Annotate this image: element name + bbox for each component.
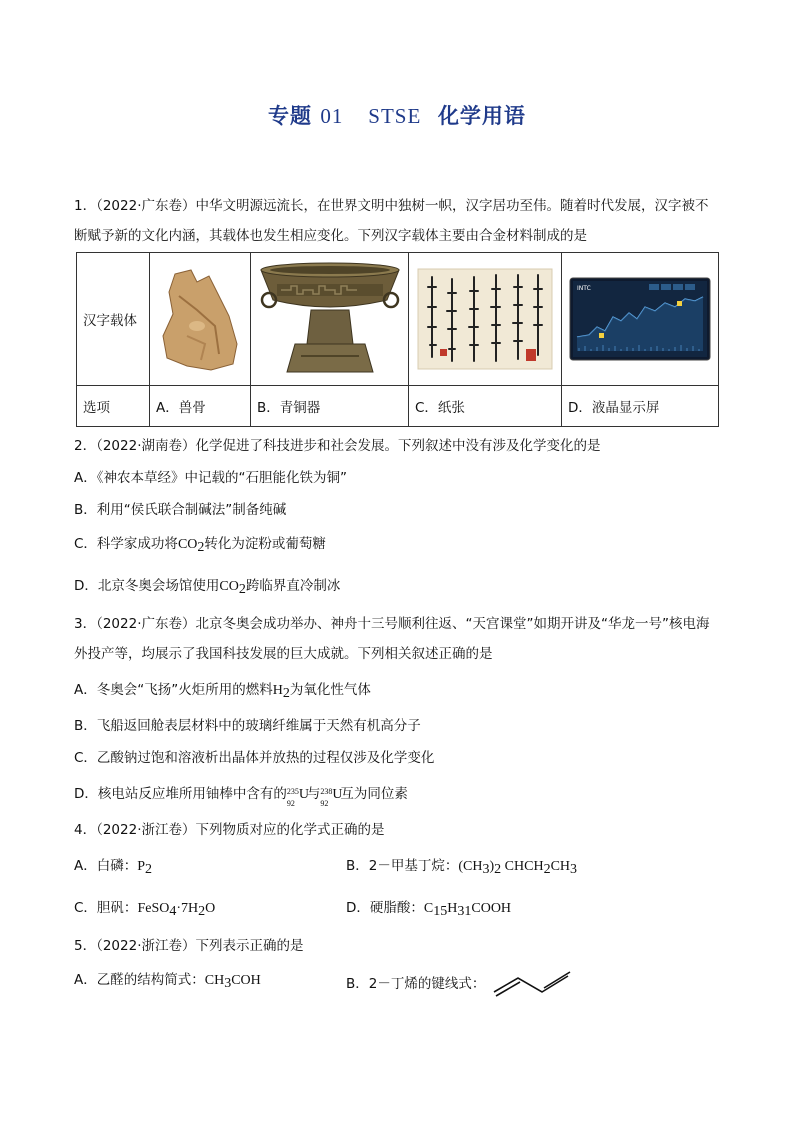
q4-stem: 4．（2022·浙江卷）下列物质对应的化学式正确的是 — [74, 822, 385, 838]
q1-option-d[interactable]: D．液晶显示屏 — [562, 386, 719, 427]
q3-line-1: 3．（2022·广东卷）北京冬奥会成功举办、神舟十三号顺利往返、“天宫课堂”如期开讲及“华龙一号”核电海 — [74, 616, 710, 632]
q3-option-a[interactable]: A．冬奥会“飞扬”火炬所用的燃料$H_2$为氧化性气体 — [74, 682, 371, 701]
q1-option-b[interactable]: B．青铜器 — [251, 386, 409, 427]
lcd-screen-image — [562, 253, 719, 386]
q3-option-c[interactable]: C．乙酸钠过饱和溶液析出晶体并放热的过程仅涉及化学变化 — [74, 750, 435, 766]
title-latin: STSE — [368, 104, 422, 128]
screen-ticker-text: INTC — [577, 285, 591, 292]
q4-option-a[interactable]: A．白磷：$P_2$ — [74, 858, 153, 877]
title-code: 01 — [320, 104, 344, 128]
isotope-u235: 235 92 U — [286, 787, 310, 808]
title-rest: 化学用语 — [437, 104, 526, 128]
row-label-carrier: 汉字载体 — [77, 253, 150, 386]
q2-option-d[interactable]: D．北京冬奥会场馆使用$CO_2$跨临界直冷制冰 — [74, 578, 341, 597]
q2-stem: 2．（2022·湖南卷）化学促进了科技进步和社会发展。下列叙述中没有涉及化学变化的是 — [74, 438, 601, 454]
bronze-vessel-image — [251, 253, 409, 386]
q4-option-b[interactable]: B．2－甲基丁烷：$(CH_3)_2$ $CHCH_2CH_3$ — [346, 858, 578, 877]
q1-line-2: 断赋予新的文化内涵，其载体也发生相应变化。下列汉字载体主要由合金材料制成的是 — [74, 228, 587, 244]
q3-option-b[interactable]: B．飞船返回舱表层材料中的玻璃纤维属于天然有机高分子 — [74, 718, 421, 734]
calligraphy-paper-image — [409, 253, 562, 386]
q1-line-1: 1．（2022·广东卷）中华文明源远流长，在世界文明中独树一帜，汉字居功至伟。随着时代发展，汉字被不 — [74, 198, 709, 214]
page-title — [0, 100, 794, 130]
q1-option-a[interactable]: A．兽骨 — [150, 386, 251, 427]
row-label-option: 选项 — [77, 386, 150, 427]
carrier-table — [76, 252, 719, 427]
q2-option-a[interactable]: A．《神农本草经》中记载的“石胆能化铁为铜” — [74, 470, 347, 486]
q3-option-d[interactable]: D．核电站反应堆所用铀棒中含有的 235 92 U 与 238 92 U 互为同位素 — [74, 786, 408, 808]
carrier-option-row — [77, 386, 719, 427]
q1-option-c[interactable]: C．纸张 — [409, 386, 562, 427]
q4-option-c[interactable]: C．胆矾：$FeSO_4\cdot 7H_2O$ — [74, 900, 216, 919]
q5-stem: 5．（2022·浙江卷）下列表示正确的是 — [74, 938, 304, 954]
animal-bone-image — [150, 253, 251, 386]
q5-option-b[interactable]: B．2－丁烯的键线式： — [346, 970, 582, 998]
butene-skeletal-formula — [490, 970, 582, 998]
title-main: 专题 — [268, 104, 313, 128]
q2-option-c[interactable]: C．科学家成功将$CO_2$转化为淀粉或葡萄糖 — [74, 536, 326, 555]
q5-option-a[interactable]: A．乙醛的结构简式：$CH_3COH$ — [74, 972, 261, 991]
q3-line-2: 外投产等，均展示了我国科技发展的巨大成就。下列相关叙述正确的是 — [74, 646, 493, 662]
carrier-image-row — [77, 253, 719, 386]
q2-option-b[interactable]: B．利用“侯氏联合制碱法”制备纯碱 — [74, 502, 287, 518]
isotope-u238: 238 92 U — [320, 787, 343, 808]
q4-option-d[interactable]: D．硬脂酸：$C_{15}H_{31}COOH$ — [346, 900, 512, 919]
